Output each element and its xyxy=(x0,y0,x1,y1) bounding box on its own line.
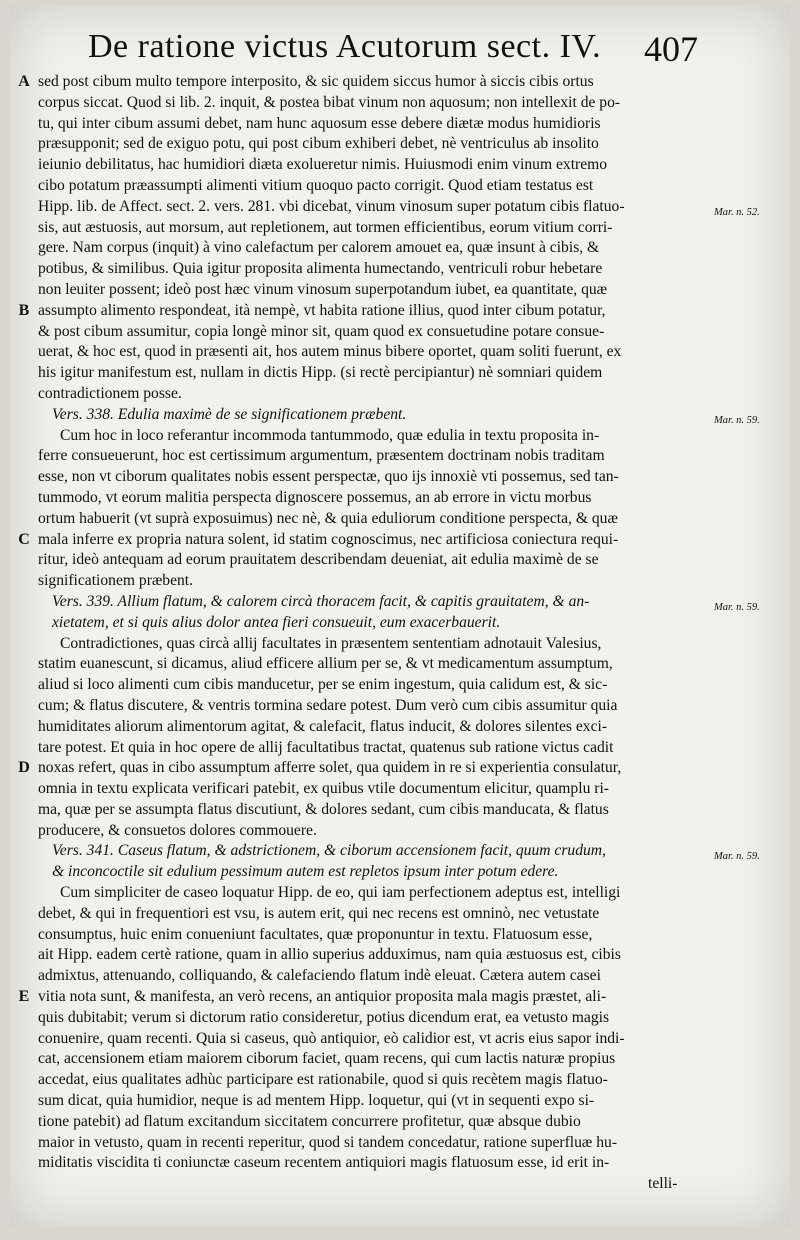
line-text: gere. Nam corpus (inquit) à vino calefactum per calorem amouet ea, quæ insunt à cibis, & xyxy=(38,239,600,257)
section-marker: B xyxy=(18,301,30,319)
line-text: cat, accensionem etiam maiorem ciborum faciet, quam recens, qui cum lactis naturæ propius xyxy=(38,1050,616,1068)
margin-note: Mar. n. 52. xyxy=(714,206,760,218)
line-text: significationem præbent. xyxy=(38,572,194,590)
text-line xyxy=(38,904,728,925)
text-line xyxy=(38,197,760,218)
text-line xyxy=(38,821,728,842)
text-line xyxy=(38,654,728,675)
line-text: ritur, ideò antequam ad eorum prauitatem describendam deueniat, ait edulia maximè de se xyxy=(38,551,599,569)
text-line xyxy=(38,238,728,259)
line-text: & post cibum assumitur, copia longè minor sit, quam quod ex consuetudine potare consue- xyxy=(38,322,605,340)
line-text: conuenire, quam recenti. Quia si caseus, quò antiquior, eò calidior est, vt acris eius sapor indi- xyxy=(38,1029,625,1047)
body-text xyxy=(18,72,760,1195)
text-line xyxy=(38,800,728,821)
line-text: Hipp. lib. de Affect. sect. 2. vers. 281. vbi dicebat, vinum vinosum super potatum cibis flatuo- xyxy=(38,197,625,215)
verse-heading-line xyxy=(38,613,728,634)
section-marker: C xyxy=(18,530,30,548)
text-line xyxy=(38,93,728,114)
text-line xyxy=(38,945,728,966)
line-text: Contradictiones, quas circà allij facultates in præsentem sententiam adnotauit Valesius, xyxy=(60,634,602,652)
text-line xyxy=(38,1133,728,1154)
line-text: accedat, eius qualitates adhùc participare est rationabile, quod si quis recètem magis flatuo- xyxy=(38,1071,608,1089)
text-line xyxy=(18,72,728,93)
line-text: Vers. 339. Allium flatum, & calorem circà thoracem facit, & capitis grauitatem, & an- xyxy=(52,592,590,610)
text-line xyxy=(38,550,728,571)
verse-heading-line xyxy=(38,592,760,613)
line-text: noxas refert, quas in cibo assumptum afferre solet, qua quidem in re si experientia consulatur, xyxy=(38,759,622,777)
line-text: sed post cibum multo tempore interposito, & sic quidem siccus humor à siccis cibis ortus xyxy=(38,73,594,90)
text-line xyxy=(38,509,728,530)
line-text: uerat, & hoc est, quod in præsenti ait, hos autem minus bibere oportet, quam soliti fuerunt, ex xyxy=(38,343,622,361)
text-line xyxy=(18,301,728,322)
line-text: tu, qui inter cibum assumi debet, nam hunc aquosum esse debere diætæ modus humidioris xyxy=(38,114,601,132)
text-line xyxy=(38,1153,728,1174)
line-text: Vers. 341. Caseus flatum, & adstrictionem, & ciborum accensionem facit, quum crudum, xyxy=(52,842,606,860)
line-text: telli- xyxy=(648,1175,678,1193)
line-text: debet, & qui in frequentiori est vsu, is autem erit, qui nec recens est omninò, nec vetustate xyxy=(38,904,600,922)
text-line xyxy=(38,155,728,176)
text-line xyxy=(38,384,728,405)
text-line xyxy=(38,571,728,592)
line-text: quis dubitabit; verum si dictorum ratio consideretur, potius dicendum erat, ea vetusto magis xyxy=(38,1008,610,1026)
line-text: statim euanescunt, si dicamus, aliud efficere allium per se, & vt medicamentum assumptum, xyxy=(38,655,613,673)
line-text: assumpto alimento respondeat, ità nempè, vt habita ratione illius, quod inter cibum potatur, xyxy=(38,301,606,319)
line-text: mala inferre ex propria natura solent, id statim cognoscimus, nec artificiosa coniectura requi- xyxy=(38,530,619,548)
running-title: De ratione victus Acutorum sect. IV. xyxy=(88,28,602,65)
line-text: tummodo, vt eorum malitia perspecta dignoscere possemus, an ab errore in victu morbus xyxy=(38,488,592,506)
line-text: & inconcoctile sit edulium pessimum autem est repletos ipsum inter potum edere. xyxy=(52,863,559,881)
line-text: producere, & consuetos dolores commouere. xyxy=(38,821,317,839)
line-text: omnia in textu explicata verificari patebit, ex quibus vtile documentum elicitur, quamplu ri- xyxy=(38,780,609,798)
text-line xyxy=(38,696,728,717)
text-line xyxy=(38,1070,728,1091)
margin-note: Mar. n. 59. xyxy=(714,414,760,426)
line-text: cum; & flatus discutere, & ventris tormina sedare potest. Dum verò cum cibis assumitur quia xyxy=(38,696,618,714)
line-text: tione patebit) ad flatum excitandum siccitatem concurrere profitetur, quæ absque dubio xyxy=(38,1112,581,1130)
line-text: tare potest. Et quia in hoc opere de allij facultatibus tractat, quatenus sub ratione victus cadit xyxy=(38,738,614,756)
line-text: contradictionem posse. xyxy=(38,384,182,402)
text-line xyxy=(18,530,728,551)
line-text: esse, non vt ciborum qualitates nobis essent perspectæ, quo ijs innoxiè vti possemus, sed tan- xyxy=(38,468,619,486)
margin-note: Mar. n. 59. xyxy=(714,851,760,863)
text-line xyxy=(38,1008,728,1029)
text-line xyxy=(38,717,728,738)
line-text: consumptus, huic enim conueniunt facultates, quæ proponuntur in textu. Flatuosum esse, xyxy=(38,925,593,943)
line-text: ortum habuerit (vt suprà exposuimus) nec nè, & quia eduliorum conditione perspecta, & quæ xyxy=(38,509,618,527)
line-text: miditatis viscidita ti coniunctæ caseum recentem antiquiori magis flatuosum esse, id erit in- xyxy=(38,1154,610,1172)
text-line xyxy=(38,779,728,800)
line-text: aliud si loco alimenti cum cibis manducetur, per se enim ingestum, quia calidum est, & sic- xyxy=(38,676,608,694)
text-line xyxy=(18,987,728,1008)
line-text: xietatem, et si quis alius dolor antea fieri consueuit, eum exacerbauerit. xyxy=(52,613,501,631)
line-text: cibo potatum præassumpti alimenti vitium quoquo pacto corrigit. Quod etiam testatus est xyxy=(38,176,594,194)
line-text: non leuiter possent; ideò post hæc vinum vinosum superpotandum iubet, ea quantitate, quæ xyxy=(38,280,608,298)
verse-heading-line xyxy=(38,405,760,426)
line-text: vitia nota sunt, & manifesta, an verò recens, an antiquior proposita mala magis præstet, ali- xyxy=(38,988,607,1006)
line-text: Cum simpliciter de caseo loquatur Hipp. de eo, qui iam perfectionem adeptus est, intelligi xyxy=(60,884,621,902)
book-page xyxy=(10,6,790,1226)
text-line xyxy=(38,322,728,343)
text-line xyxy=(38,467,728,488)
text-line xyxy=(38,1029,728,1050)
verse-heading-line xyxy=(38,841,760,863)
line-text: maior in vetusto, quam in recenti reperitur, quod si tandem concedatur, ratione superfluæ hu- xyxy=(38,1133,618,1151)
text-line xyxy=(38,176,728,197)
line-text: ma, quæ per se assumpta flatus discutiunt, & dolores sedant, cum cibis manducata, & flatus xyxy=(38,800,609,818)
section-marker: A xyxy=(18,73,30,90)
text-line xyxy=(38,675,728,696)
text-line xyxy=(38,218,728,239)
text-line xyxy=(38,1049,728,1070)
line-text: corpus siccat. Quod si lib. 2. inquit, & postea bibat vinum non aquosum; non intellexit de po- xyxy=(38,93,621,111)
line-text: potibus, & similibus. Quia igitur proposita alimenta humectando, ventriculi robur hebetare xyxy=(38,260,603,278)
text-line xyxy=(38,634,728,655)
line-text: ieiunio debilitatus, hac humidiori diæta exolueretur nimis. Huiusmodi enim vinum extremo xyxy=(38,156,608,174)
line-text: præsupponit; sed de exiguo potu, qui post cibum exhiberi debet, nè ventriculus ab insolito xyxy=(38,135,599,153)
line-text: Vers. 338. Edulia maximè de se significationem præbent. xyxy=(52,405,407,423)
text-line xyxy=(38,1112,728,1133)
text-line xyxy=(38,114,728,135)
text-line xyxy=(38,363,728,384)
line-text: sum dicat, quia humidior, neque is ad mentem Hipp. loquetur, qui (vt in sequenti expo si- xyxy=(38,1092,595,1110)
text-line xyxy=(38,446,728,467)
line-text: sis, aut æstuosis, aut morsum, aut repletionem, aut tormen efficientibus, eorum vitium corri- xyxy=(38,218,613,236)
page-number: 407 xyxy=(644,29,698,69)
line-text: ferre consueuerunt, hoc est certissimum argumentum, præsentem doctrinam nobis traditam xyxy=(38,447,605,465)
text-line xyxy=(38,488,728,509)
text-line xyxy=(38,134,728,155)
section-marker: E xyxy=(18,988,30,1006)
text-line xyxy=(38,1091,728,1112)
text-line xyxy=(38,1174,728,1195)
text-line xyxy=(38,342,728,363)
text-line xyxy=(38,883,728,904)
text-line xyxy=(38,280,728,301)
margin-note: Mar. n. 59. xyxy=(714,601,760,613)
text-line xyxy=(38,259,728,280)
text-line xyxy=(18,758,728,779)
text-line xyxy=(38,738,728,759)
text-line xyxy=(38,925,728,946)
section-marker: D xyxy=(18,759,30,777)
line-text: humiditates aliorum alimentorum agitat, & calefacit, flatus inducit, & dolores silentes exci- xyxy=(38,717,608,735)
line-text: Cum hoc in loco referantur incommoda tantummodo, quæ edulia in textu proposita in- xyxy=(60,426,600,444)
line-text: admixtus, attenuando, colliquando, & calefaciendo flatum indè eleuat. Cætera autem casei xyxy=(38,967,601,985)
line-text: ait Hipp. eadem certè ratione, quam in allio superius adduximus, nam quia æstuosus est, cibis xyxy=(38,946,621,964)
verse-heading-line xyxy=(38,862,728,883)
text-line xyxy=(38,426,728,447)
line-text: his igitur manifestum est, nullam in dictis Hipp. (si rectè percipiantur) nè somniari quidem xyxy=(38,364,603,382)
text-line xyxy=(38,966,728,987)
page-header xyxy=(88,24,698,74)
